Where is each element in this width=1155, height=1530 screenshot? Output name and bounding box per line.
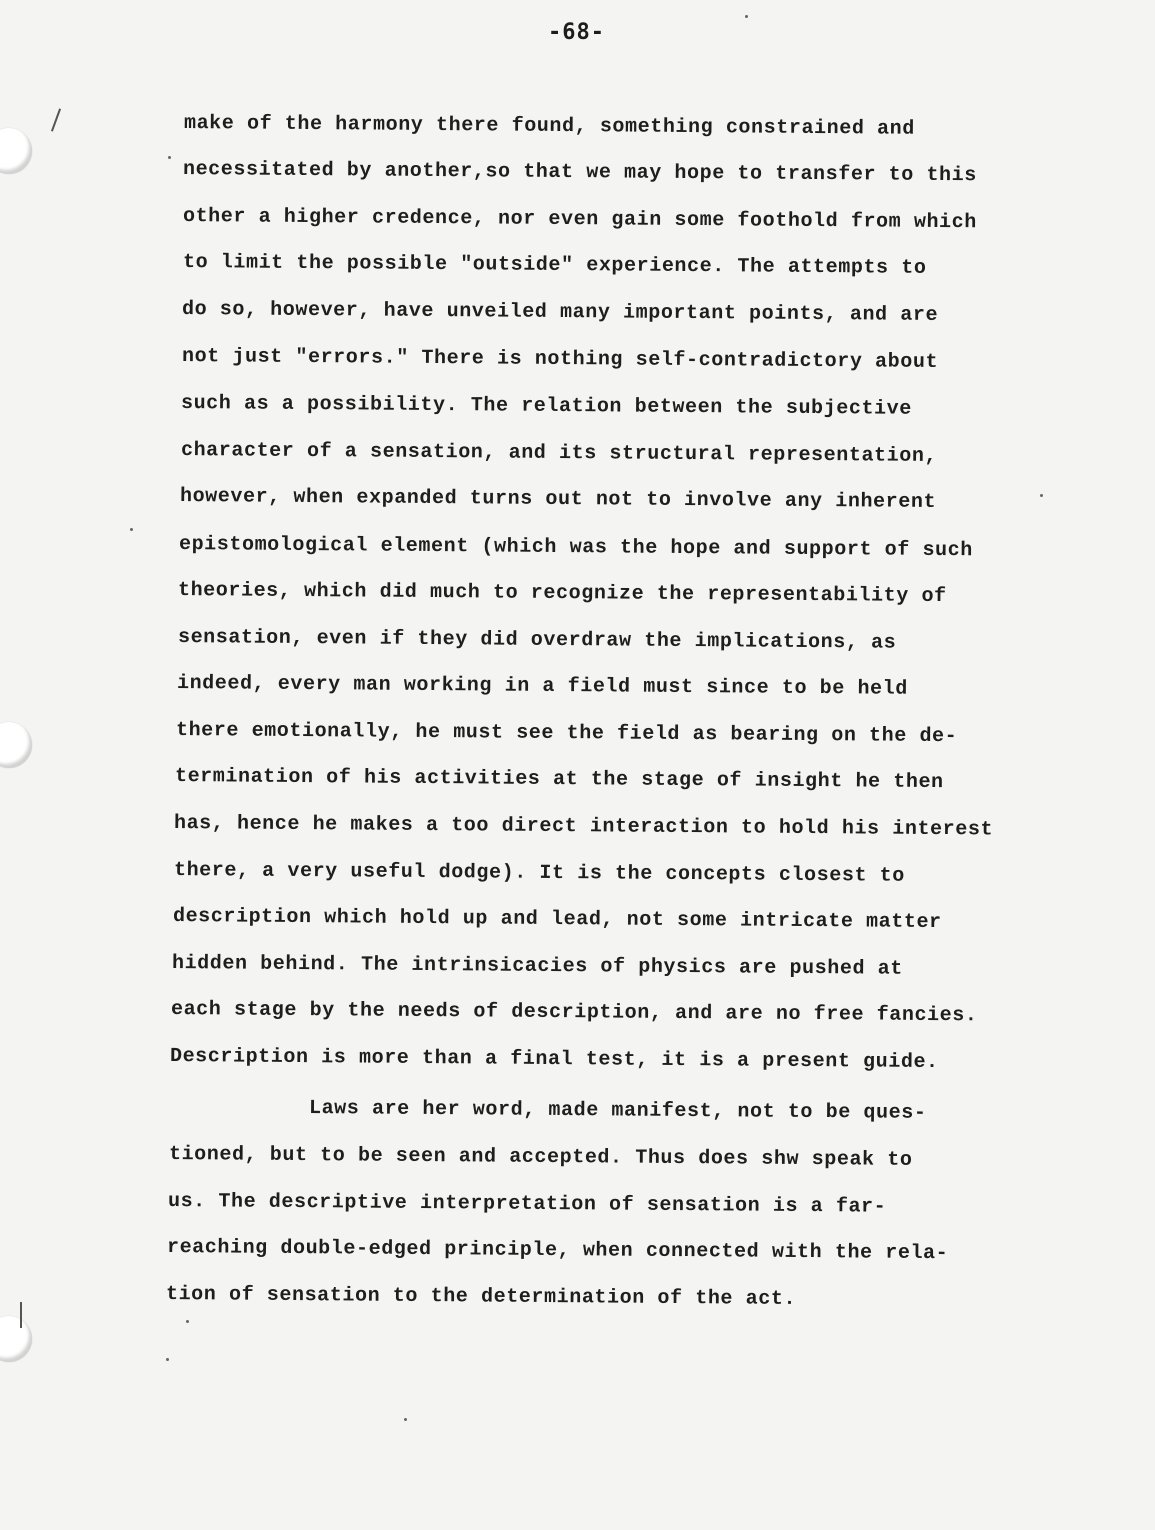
text-line: do so, however, have unveiled many important points, and are	[181, 298, 939, 327]
text-line: reaching double-edged principle, when connected with the rela-	[166, 1236, 949, 1266]
text-line: there, a very useful dodge). It is the concepts closest to	[173, 859, 905, 888]
text-line: description which hold up and lead, not some intricate matter	[172, 905, 942, 935]
paper-speck	[404, 1418, 407, 1421]
paper-speck	[166, 1358, 169, 1361]
paper-speck	[130, 528, 133, 531]
paper-speck	[745, 15, 748, 18]
text-line: to limit the possible "outside" experience. The attempts to	[182, 251, 927, 280]
margin-pencil-mark	[20, 1302, 22, 1328]
binder-hole-bottom	[0, 1316, 32, 1362]
text-line: termination of his activities at the stage of insight he then	[174, 765, 944, 795]
text-line: there emotionally, he must see the field as bearing on the de-	[175, 719, 958, 749]
text-line: theories, which did much to recognize the representability of	[177, 579, 947, 609]
text-line: indeed, every man working in a field must since to be held	[176, 672, 908, 701]
text-line: make of the harmony there found, something constrained and	[183, 112, 915, 141]
text-line: tion of sensation to the determination of the act.	[165, 1283, 797, 1311]
paper-speck	[186, 1320, 189, 1323]
paper-speck	[168, 156, 171, 159]
text-line: character of a sensation, and its structural representation,	[180, 439, 938, 468]
text-line: each stage by the needs of description, and are no free fancies.	[170, 998, 978, 1028]
text-line: has, hence he makes a too direct interaction to hold his interest	[173, 812, 994, 842]
text-line: epistomological element (which was the hope and support of such	[178, 533, 974, 563]
margin-pencil-mark	[51, 108, 61, 131]
binder-hole-middle	[0, 722, 32, 768]
text-line: us. The descriptive interpretation of sensation is a far-	[167, 1190, 887, 1219]
text-line: other a higher credence, nor even gain some foothold from which	[182, 205, 978, 235]
paper-speck	[1040, 494, 1043, 497]
text-line: tioned, but to be seen and accepted. Thus does shw speak to	[168, 1143, 913, 1172]
text-line: not just "errors." There is nothing self-contradictory about	[181, 345, 939, 374]
text-line: Laws are her word, made manifest, not to be ques-	[308, 1097, 927, 1125]
text-line: hidden behind. The intrinsicacies of physics are pushed at	[171, 952, 903, 981]
binder-hole-top	[0, 128, 32, 174]
text-line: such as a possibility. The relation between the subjective	[180, 392, 912, 421]
text-line: sensation, even if they did overdraw the implications, as	[177, 626, 897, 655]
text-line: necessitated by another,so that we may hope to transfer to this	[182, 158, 978, 188]
page-number: -68-	[548, 20, 605, 45]
text-line: Description is more than a final test, it is a present guide.	[169, 1045, 939, 1075]
text-line: however, when expanded turns out not to involve any inherent	[179, 485, 937, 514]
